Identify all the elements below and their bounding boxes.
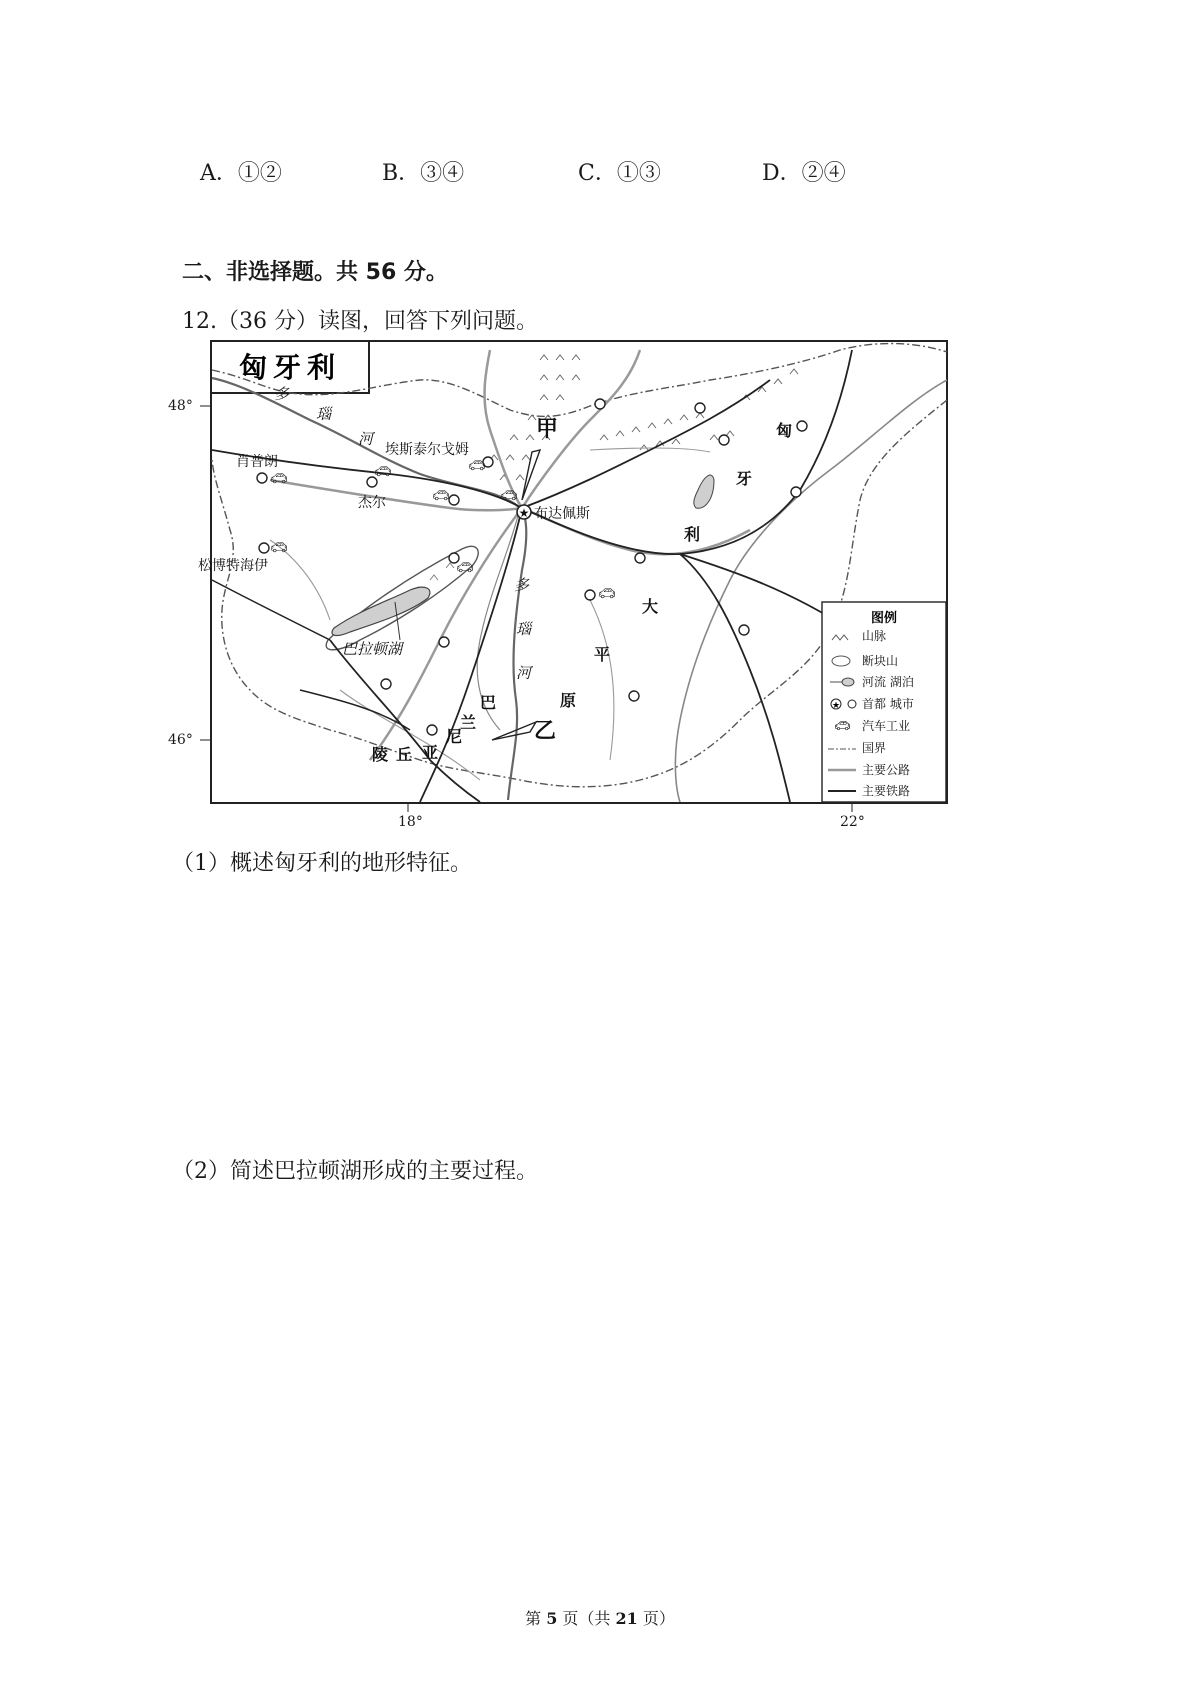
- label-pannonia-4: 亚: [422, 743, 439, 762]
- label-danube-north-3: 河: [358, 430, 374, 448]
- label-pannonia-2: 兰: [460, 713, 477, 732]
- legend-item-car-industry: 汽车工业: [862, 719, 911, 733]
- label-hungary-1: 匈: [776, 421, 793, 440]
- section-title: 二、非选择题。共 56 分。: [182, 260, 448, 285]
- svg-text:★: ★: [831, 701, 841, 711]
- svg-text:🚗︎: 🚗︎: [468, 458, 486, 474]
- svg-text:🚗︎: 🚗︎: [834, 719, 851, 734]
- lon-label-18: 18°: [398, 814, 423, 830]
- legend-item-mountain: 山脉: [862, 629, 887, 643]
- map-legend: [822, 602, 946, 802]
- label-hills-1: 陵: [372, 745, 389, 764]
- lon-label-22: 22°: [840, 814, 865, 830]
- option-c: C．①③: [578, 161, 661, 186]
- svg-text:🚗︎: 🚗︎: [432, 488, 450, 504]
- lat-label-48: 48°: [168, 398, 193, 414]
- legend-item-railway: 主要铁路: [862, 784, 911, 798]
- legend-item-border: 国界: [862, 741, 887, 755]
- legend-item-road: 主要公路: [862, 763, 911, 777]
- legend-item-capital-city: 首都 城市: [862, 697, 914, 711]
- label-danube-north-2: 瑙: [316, 405, 332, 423]
- label-great-plain-3: 原: [560, 691, 577, 710]
- label-great-plain-1: 大: [642, 597, 659, 616]
- legend-item-fault-block: 断块山: [862, 654, 899, 668]
- map-title: 匈牙利: [238, 351, 342, 384]
- label-yi: 乙: [534, 719, 557, 744]
- label-pannonia-3: 尼: [446, 727, 463, 746]
- hungary-map: [198, 340, 970, 840]
- option-a: A．①②: [200, 161, 282, 186]
- label-balaton: 巴拉顿湖: [342, 640, 403, 658]
- label-danube-north-1: 多: [274, 385, 290, 403]
- label-pannonia-1: 巴: [480, 693, 497, 712]
- svg-text:★: ★: [518, 506, 530, 520]
- svg-text:🚗︎: 🚗︎: [270, 540, 288, 556]
- legend-title: 图例: [870, 611, 898, 626]
- option-d: D．②④: [762, 161, 846, 186]
- label-hills-2: 丘: [396, 745, 413, 764]
- sub-question-1: （1）概述匈牙利的地形特征。: [172, 851, 472, 876]
- label-danube-south-2: 瑙: [516, 620, 532, 638]
- svg-text:🚗︎: 🚗︎: [270, 471, 288, 487]
- label-szombathely: 松博特海伊: [198, 558, 268, 574]
- question-stem: 12.（36 分）读图，回答下列问题。: [182, 309, 538, 334]
- label-danube-south-3: 河: [516, 664, 532, 682]
- label-hungary-3: 利: [684, 525, 701, 544]
- label-sopron: 肖普朗: [236, 454, 278, 470]
- label-hungary-2: 牙: [736, 469, 753, 488]
- option-b: B．③④: [382, 161, 465, 186]
- page-footer: 第 5 页（共 21 页）: [525, 1609, 675, 1628]
- sub-question-2: （2）简述巴拉顿湖形成的主要过程。: [172, 1159, 538, 1184]
- svg-text:🚗︎: 🚗︎: [598, 586, 616, 602]
- svg-text:🚗︎: 🚗︎: [374, 464, 392, 480]
- label-danube-south-1: 多: [514, 576, 530, 594]
- svg-text:🚗︎: 🚗︎: [500, 488, 518, 504]
- lat-label-46: 46°: [168, 732, 193, 748]
- label-esztergom: 埃斯泰尔戈姆: [385, 442, 469, 458]
- label-gyor: 杰尔: [358, 495, 386, 511]
- label-jia: 甲: [536, 417, 559, 442]
- label-budapest: 布达佩斯: [534, 506, 590, 522]
- label-great-plain-2: 平: [594, 645, 611, 664]
- legend-item-river-lake: 河流 湖泊: [862, 675, 914, 689]
- svg-text:🚗︎: 🚗︎: [456, 560, 474, 576]
